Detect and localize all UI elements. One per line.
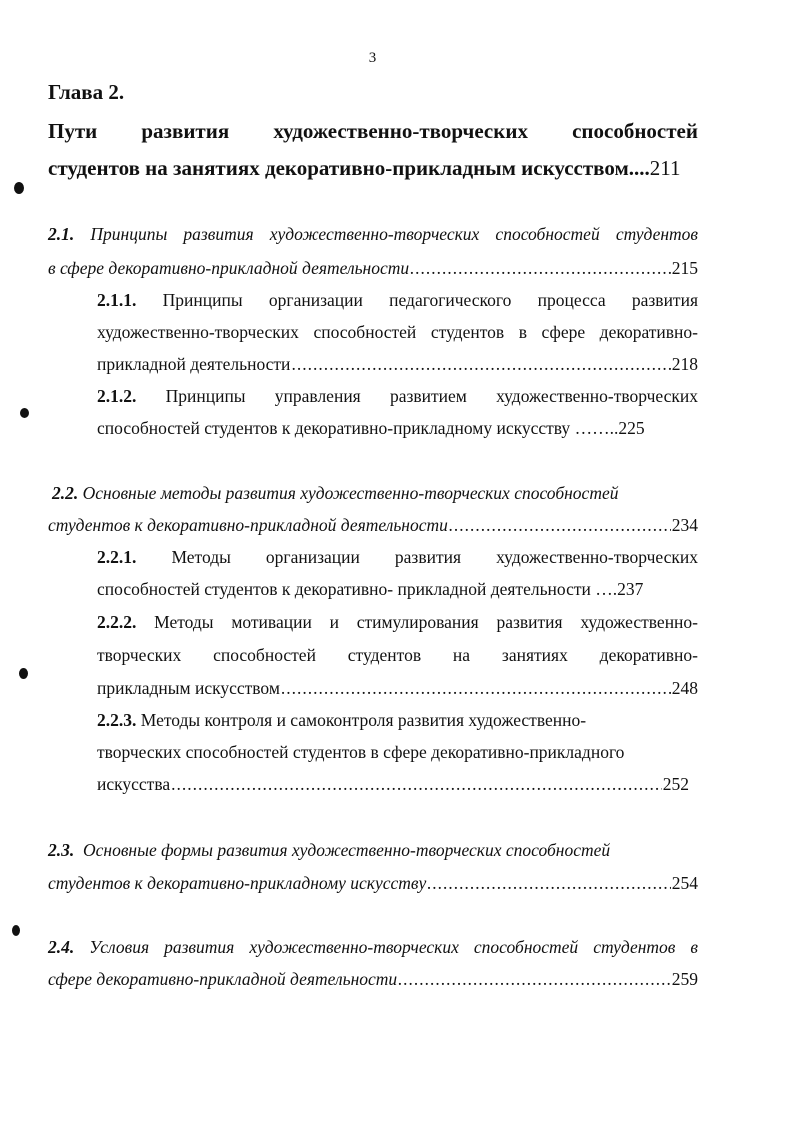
toc-entry-2-2-1-line-1[interactable] (97, 545, 698, 569)
toc-entry-2-2-2-line-1[interactable] (97, 610, 698, 634)
toc-entry-2-4-line-2 (48, 967, 698, 991)
subsection-title: Методы организации развития художественно-творческих (171, 547, 699, 567)
subsection-title: Методы мотивации и стимулирования развития художественно- (154, 612, 699, 632)
toc-entry-2-1-1-line-2 (97, 320, 698, 344)
subsection-title: Принципы организации педагогического процесса развития (162, 290, 698, 310)
chapter-page: 211 (649, 156, 681, 180)
subsection-title: Принципы управления развитием художественно-творческих (165, 386, 698, 406)
dot-leader (291, 352, 670, 376)
dot-leader (427, 871, 670, 895)
chapter-title-word: развития (141, 119, 230, 143)
toc-entry-2-1-line-1[interactable] (48, 222, 698, 246)
chapter-title-word: Пути (48, 119, 98, 143)
section-title-cont: студентов к декоративно-прикладному искусству (48, 873, 427, 893)
punch-hole-mark (14, 182, 24, 194)
subsection-title-cont: искусства (97, 774, 171, 794)
punch-hole-mark (19, 668, 28, 679)
page-ref: 259 (671, 969, 698, 989)
subsection-number: 2.2.1. (97, 547, 137, 567)
chapter-title-word: художественно-творческих (273, 119, 528, 143)
toc-entry-2-1-2-line-1[interactable] (97, 384, 698, 408)
section-title: Основные методы развития художественно-творческих способностей (82, 483, 619, 503)
toc-entry-2-2-3-line-3 (97, 772, 689, 796)
toc-entry-2-1-2-line-2 (97, 416, 645, 440)
section-number: 2.4. (48, 937, 75, 957)
punch-hole-mark (12, 925, 20, 936)
subsection-number: 2.1.1. (97, 290, 137, 310)
section-title: Условия развития художественно-творческих способностей студентов в (89, 937, 699, 957)
chapter-title-line-1 (48, 113, 698, 150)
page-ref: 254 (671, 873, 698, 893)
subsection-title: Методы контроля и самоконтроля развития художественно- (140, 710, 587, 730)
subsection-number: 2.2.2. (97, 612, 137, 632)
page-ref: 225 (618, 418, 645, 438)
toc-entry-2-4-line-1[interactable] (48, 935, 698, 959)
section-number: 2.2. (52, 483, 79, 503)
section-number: 2.1. (48, 224, 75, 244)
section-title-cont: студентов к декоративно-прикладной деятельности (48, 515, 448, 535)
chapter-title-dots: .... (628, 156, 650, 180)
dot-leader (398, 967, 671, 991)
section-title-cont: сфере декоративно-прикладной деятельности (48, 969, 398, 989)
section-title-cont: в сфере декоративно-прикладной деятельности (48, 258, 410, 278)
chapter-label: Глава 2. (48, 80, 125, 104)
page-ref: 234 (671, 515, 698, 535)
toc-entry-2-2-3-line-2 (97, 740, 624, 764)
page-ref: 215 (671, 258, 698, 278)
section-title: Основные формы развития художественно-творческих способностей (83, 840, 611, 860)
toc-entry-2-1-line-2[interactable] (48, 256, 698, 280)
page-ref: 248 (671, 678, 698, 698)
dot-leader (281, 676, 671, 700)
punch-hole-mark (20, 408, 29, 418)
page-ref: 237 (617, 579, 644, 599)
toc-entry-2-1-1-line-1[interactable] (97, 288, 698, 312)
subsection-number: 2.2.3. (97, 710, 137, 730)
toc-entry-2-2-1-line-2 (97, 577, 643, 601)
subsection-title-cont: художественно-творческих способностей студентов в сфере декоративно- (97, 322, 698, 342)
chapter-title-word: способностей (572, 119, 698, 143)
section-title: Принципы развития художественно-творческих способностей студентов (90, 224, 698, 244)
page-ref: 252 (662, 774, 689, 794)
toc-entry-2-1-1-line-3 (97, 352, 698, 376)
dot-leader (449, 513, 671, 537)
dot-leader: …….. (574, 418, 619, 438)
section-number: 2.3. (48, 840, 75, 860)
page-number: 3 (368, 50, 377, 66)
subsection-number: 2.1.2. (97, 386, 137, 406)
toc-entry-2-3-line-1[interactable] (48, 838, 610, 862)
toc-entry-2-2-3-line-1[interactable] (97, 708, 586, 732)
dot-leader (410, 256, 671, 280)
page-ref: 218 (671, 354, 698, 374)
toc-entry-2-3-line-2 (48, 871, 698, 895)
toc-entry-2-2-2-line-3 (97, 676, 698, 700)
chapter-title-line-2 (48, 150, 698, 187)
subsection-title-cont: способностей студентов к декоративно-прикладному искусству (97, 418, 571, 438)
subsection-title-cont: прикладным искусством (97, 678, 280, 698)
dot-leader (171, 772, 662, 796)
toc-entry-2-2-line-1[interactable] (52, 481, 618, 505)
subsection-title-cont: прикладной деятельности (97, 354, 291, 374)
toc-entry-2-2-line-2 (48, 513, 698, 537)
subsection-title-cont: способностей студентов к декоративно- прикладной деятельности (97, 579, 591, 599)
subsection-title-cont: творческих способностей студентов на занятиях декоративно- (97, 645, 698, 665)
toc-entry-2-2-2-line-2 (97, 643, 698, 667)
dot-leader: …. (595, 579, 618, 599)
subsection-title-cont: творческих способностей студентов в сфере декоративно-прикладного (97, 742, 625, 762)
chapter-title (48, 113, 698, 187)
chapter-title-text: студентов на занятиях декоративно-прикладным искусством (48, 156, 629, 180)
